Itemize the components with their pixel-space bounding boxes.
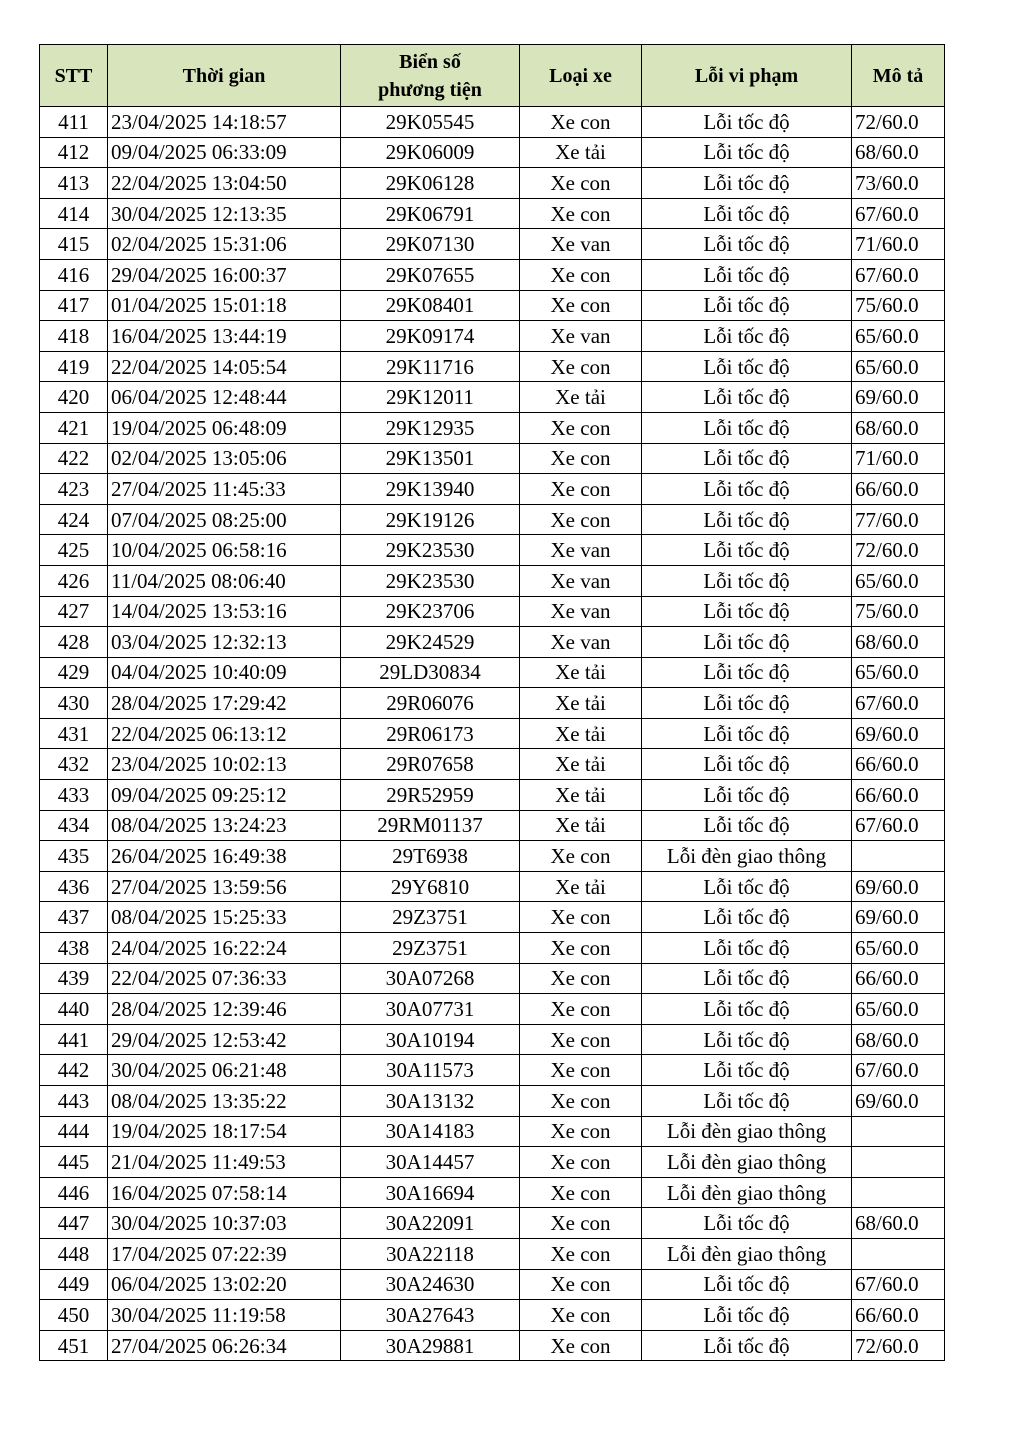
cell-description: 69/60.0 [852, 871, 945, 902]
cell-description: 68/60.0 [852, 137, 945, 168]
cell-description: 68/60.0 [852, 627, 945, 658]
cell-plate: 29Z3751 [341, 933, 520, 964]
cell-description: 75/60.0 [852, 290, 945, 321]
cell-vehicle-type: Xe con [520, 1024, 642, 1055]
cell-violation: Lỗi tốc độ [642, 443, 852, 474]
cell-vehicle-type: Xe con [520, 351, 642, 382]
cell-stt: 430 [40, 688, 108, 719]
cell-stt: 433 [40, 780, 108, 811]
cell-stt: 442 [40, 1055, 108, 1086]
cell-violation: Lỗi đèn giao thông [642, 1116, 852, 1147]
table-row [40, 1330, 945, 1361]
cell-stt: 427 [40, 596, 108, 627]
cell-plate: 29K09174 [341, 321, 520, 352]
cell-description: 66/60.0 [852, 1300, 945, 1331]
cell-plate: 29R52959 [341, 780, 520, 811]
table-row [40, 810, 945, 841]
cell-description [852, 1116, 945, 1147]
table-row [40, 137, 945, 168]
cell-description: 65/60.0 [852, 321, 945, 352]
cell-violation: Lỗi tốc độ [642, 198, 852, 229]
table-row [40, 871, 945, 902]
cell-description: 67/60.0 [852, 198, 945, 229]
cell-plate: 29K11716 [341, 351, 520, 382]
cell-plate: 29K06791 [341, 198, 520, 229]
table-row [40, 1177, 945, 1208]
cell-violation: Lỗi tốc độ [642, 963, 852, 994]
cell-vehicle-type: Xe con [520, 994, 642, 1025]
header-plate [341, 45, 520, 107]
table-row [40, 963, 945, 994]
cell-plate: 30A22091 [341, 1208, 520, 1239]
cell-time: 21/04/2025 11:49:53 [108, 1147, 341, 1178]
cell-plate: 29K24529 [341, 627, 520, 658]
table-row [40, 321, 945, 352]
cell-plate: 29K08401 [341, 290, 520, 321]
cell-violation: Lỗi tốc độ [642, 259, 852, 290]
cell-violation: Lỗi tốc độ [642, 1208, 852, 1239]
cell-violation: Lỗi tốc độ [642, 871, 852, 902]
cell-time: 22/04/2025 07:36:33 [108, 963, 341, 994]
cell-vehicle-type: Xe tải [520, 871, 642, 902]
cell-vehicle-type: Xe con [520, 933, 642, 964]
table-row [40, 443, 945, 474]
cell-description: 65/60.0 [852, 565, 945, 596]
cell-plate: 29K13501 [341, 443, 520, 474]
violations-table [39, 44, 945, 1361]
cell-time: 06/04/2025 12:48:44 [108, 382, 341, 413]
cell-vehicle-type: Xe tải [520, 718, 642, 749]
cell-violation: Lỗi tốc độ [642, 474, 852, 505]
cell-vehicle-type: Xe tải [520, 657, 642, 688]
table-row [40, 259, 945, 290]
cell-violation: Lỗi tốc độ [642, 137, 852, 168]
cell-plate: 29K07130 [341, 229, 520, 260]
cell-time: 17/04/2025 07:22:39 [108, 1238, 341, 1269]
cell-stt: 437 [40, 902, 108, 933]
cell-time: 27/04/2025 06:26:34 [108, 1330, 341, 1361]
cell-time: 30/04/2025 10:37:03 [108, 1208, 341, 1239]
cell-violation: Lỗi tốc độ [642, 596, 852, 627]
cell-time: 09/04/2025 09:25:12 [108, 780, 341, 811]
cell-vehicle-type: Xe con [520, 841, 642, 872]
cell-plate: 29RM01137 [341, 810, 520, 841]
cell-time: 26/04/2025 16:49:38 [108, 841, 341, 872]
cell-time: 30/04/2025 12:13:35 [108, 198, 341, 229]
cell-description: 71/60.0 [852, 443, 945, 474]
cell-vehicle-type: Xe con [520, 259, 642, 290]
cell-violation: Lỗi tốc độ [642, 504, 852, 535]
table-row [40, 1055, 945, 1086]
cell-violation: Lỗi tốc độ [642, 382, 852, 413]
cell-vehicle-type: Xe con [520, 902, 642, 933]
cell-description: 77/60.0 [852, 504, 945, 535]
cell-stt: 412 [40, 137, 108, 168]
cell-stt: 418 [40, 321, 108, 352]
cell-stt: 423 [40, 474, 108, 505]
cell-plate: 30A07268 [341, 963, 520, 994]
cell-plate: 29K12935 [341, 412, 520, 443]
cell-stt: 432 [40, 749, 108, 780]
cell-vehicle-type: Xe van [520, 535, 642, 566]
cell-vehicle-type: Xe con [520, 1269, 642, 1300]
cell-vehicle-type: Xe tải [520, 749, 642, 780]
table-row [40, 198, 945, 229]
table-row [40, 1147, 945, 1178]
cell-plate: 29K06128 [341, 168, 520, 199]
cell-stt: 419 [40, 351, 108, 382]
cell-vehicle-type: Xe tải [520, 810, 642, 841]
cell-description: 67/60.0 [852, 810, 945, 841]
cell-plate: 29T6938 [341, 841, 520, 872]
cell-vehicle-type: Xe con [520, 1116, 642, 1147]
cell-vehicle-type: Xe con [520, 443, 642, 474]
header-plate-line2: phương tiện [378, 78, 482, 101]
cell-violation: Lỗi tốc độ [642, 351, 852, 382]
cell-time: 10/04/2025 06:58:16 [108, 535, 341, 566]
cell-stt: 447 [40, 1208, 108, 1239]
cell-plate: 29K06009 [341, 137, 520, 168]
cell-stt: 415 [40, 229, 108, 260]
cell-violation: Lỗi tốc độ [642, 718, 852, 749]
cell-time: 09/04/2025 06:33:09 [108, 137, 341, 168]
cell-description: 71/60.0 [852, 229, 945, 260]
table-row [40, 1269, 945, 1300]
cell-time: 02/04/2025 15:31:06 [108, 229, 341, 260]
cell-stt: 411 [40, 107, 108, 138]
cell-stt: 413 [40, 168, 108, 199]
cell-description: 67/60.0 [852, 259, 945, 290]
cell-stt: 436 [40, 871, 108, 902]
cell-description [852, 1147, 945, 1178]
cell-description: 66/60.0 [852, 474, 945, 505]
header-violation: Lỗi vi phạm [642, 45, 852, 107]
cell-stt: 428 [40, 627, 108, 658]
cell-stt: 417 [40, 290, 108, 321]
cell-time: 28/04/2025 17:29:42 [108, 688, 341, 719]
cell-description: 67/60.0 [852, 1055, 945, 1086]
header-row [40, 45, 945, 107]
cell-stt: 426 [40, 565, 108, 596]
cell-vehicle-type: Xe con [520, 1055, 642, 1086]
header-vehicle-type: Loại xe [520, 45, 642, 107]
cell-plate: 29K23706 [341, 596, 520, 627]
cell-stt: 446 [40, 1177, 108, 1208]
cell-plate: 29K19126 [341, 504, 520, 535]
cell-stt: 450 [40, 1300, 108, 1331]
cell-plate: 29K23530 [341, 565, 520, 596]
table-row [40, 657, 945, 688]
cell-vehicle-type: Xe van [520, 627, 642, 658]
cell-vehicle-type: Xe con [520, 198, 642, 229]
cell-time: 22/04/2025 14:05:54 [108, 351, 341, 382]
cell-stt: 438 [40, 933, 108, 964]
cell-plate: 29K05545 [341, 107, 520, 138]
cell-time: 30/04/2025 06:21:48 [108, 1055, 341, 1086]
cell-plate: 29Z3751 [341, 902, 520, 933]
table-row [40, 933, 945, 964]
table-row [40, 688, 945, 719]
cell-vehicle-type: Xe con [520, 168, 642, 199]
cell-plate: 30A13132 [341, 1086, 520, 1117]
cell-violation: Lỗi tốc độ [642, 1269, 852, 1300]
table-row [40, 565, 945, 596]
cell-time: 28/04/2025 12:39:46 [108, 994, 341, 1025]
cell-violation: Lỗi tốc độ [642, 994, 852, 1025]
cell-time: 03/04/2025 12:32:13 [108, 627, 341, 658]
cell-vehicle-type: Xe con [520, 963, 642, 994]
cell-stt: 424 [40, 504, 108, 535]
cell-vehicle-type: Xe tải [520, 688, 642, 719]
cell-stt: 448 [40, 1238, 108, 1269]
cell-vehicle-type: Xe con [520, 107, 642, 138]
table-header [40, 45, 945, 107]
cell-violation: Lỗi tốc độ [642, 627, 852, 658]
cell-vehicle-type: Xe con [520, 1300, 642, 1331]
cell-plate: 30A24630 [341, 1269, 520, 1300]
table-row [40, 1024, 945, 1055]
cell-description: 68/60.0 [852, 1208, 945, 1239]
cell-violation: Lỗi tốc độ [642, 565, 852, 596]
table-row [40, 504, 945, 535]
cell-time: 11/04/2025 08:06:40 [108, 565, 341, 596]
cell-description [852, 1238, 945, 1269]
cell-vehicle-type: Xe van [520, 565, 642, 596]
cell-description: 72/60.0 [852, 1330, 945, 1361]
cell-vehicle-type: Xe con [520, 1330, 642, 1361]
cell-description: 68/60.0 [852, 412, 945, 443]
cell-description: 66/60.0 [852, 780, 945, 811]
table-row [40, 107, 945, 138]
cell-description: 69/60.0 [852, 718, 945, 749]
cell-description: 66/60.0 [852, 963, 945, 994]
table-row [40, 351, 945, 382]
cell-violation: Lỗi tốc độ [642, 1024, 852, 1055]
cell-time: 23/04/2025 14:18:57 [108, 107, 341, 138]
cell-stt: 441 [40, 1024, 108, 1055]
cell-time: 29/04/2025 12:53:42 [108, 1024, 341, 1055]
cell-violation: Lỗi đèn giao thông [642, 1177, 852, 1208]
cell-time: 24/04/2025 16:22:24 [108, 933, 341, 964]
cell-violation: Lỗi tốc độ [642, 657, 852, 688]
header-stt: STT [40, 45, 108, 107]
cell-violation: Lỗi đèn giao thông [642, 1238, 852, 1269]
table-row [40, 780, 945, 811]
cell-time: 22/04/2025 06:13:12 [108, 718, 341, 749]
cell-time: 30/04/2025 11:19:58 [108, 1300, 341, 1331]
cell-description: 68/60.0 [852, 1024, 945, 1055]
cell-plate: 30A22118 [341, 1238, 520, 1269]
table-row [40, 841, 945, 872]
cell-description: 66/60.0 [852, 749, 945, 780]
cell-description [852, 841, 945, 872]
cell-violation: Lỗi tốc độ [642, 535, 852, 566]
cell-plate: 29K07655 [341, 259, 520, 290]
cell-description: 75/60.0 [852, 596, 945, 627]
cell-time: 02/04/2025 13:05:06 [108, 443, 341, 474]
cell-stt: 414 [40, 198, 108, 229]
cell-plate: 30A07731 [341, 994, 520, 1025]
cell-stt: 416 [40, 259, 108, 290]
cell-stt: 422 [40, 443, 108, 474]
cell-stt: 443 [40, 1086, 108, 1117]
cell-vehicle-type: Xe con [520, 1208, 642, 1239]
cell-plate: 30A10194 [341, 1024, 520, 1055]
table-row [40, 1116, 945, 1147]
cell-description: 65/60.0 [852, 351, 945, 382]
cell-description: 72/60.0 [852, 107, 945, 138]
cell-plate: 29R07658 [341, 749, 520, 780]
cell-stt: 449 [40, 1269, 108, 1300]
cell-time: 27/04/2025 11:45:33 [108, 474, 341, 505]
cell-plate: 30A27643 [341, 1300, 520, 1331]
cell-vehicle-type: Xe con [520, 1086, 642, 1117]
table-row [40, 596, 945, 627]
cell-vehicle-type: Xe tải [520, 780, 642, 811]
cell-time: 07/04/2025 08:25:00 [108, 504, 341, 535]
cell-violation: Lỗi tốc độ [642, 412, 852, 443]
cell-violation: Lỗi tốc độ [642, 688, 852, 719]
table-row [40, 1238, 945, 1269]
cell-stt: 451 [40, 1330, 108, 1361]
cell-time: 06/04/2025 13:02:20 [108, 1269, 341, 1300]
cell-stt: 445 [40, 1147, 108, 1178]
cell-time: 08/04/2025 15:25:33 [108, 902, 341, 933]
cell-description: 65/60.0 [852, 933, 945, 964]
cell-time: 19/04/2025 06:48:09 [108, 412, 341, 443]
cell-time: 14/04/2025 13:53:16 [108, 596, 341, 627]
cell-plate: 30A11573 [341, 1055, 520, 1086]
table-row [40, 749, 945, 780]
cell-stt: 440 [40, 994, 108, 1025]
table-row [40, 1208, 945, 1239]
cell-plate: 29R06173 [341, 718, 520, 749]
table-row [40, 168, 945, 199]
cell-violation: Lỗi tốc độ [642, 810, 852, 841]
cell-time: 16/04/2025 07:58:14 [108, 1177, 341, 1208]
cell-plate: 29K12011 [341, 382, 520, 413]
table-row [40, 474, 945, 505]
cell-description: 67/60.0 [852, 688, 945, 719]
cell-violation: Lỗi tốc độ [642, 1300, 852, 1331]
cell-violation: Lỗi tốc độ [642, 902, 852, 933]
cell-time: 29/04/2025 16:00:37 [108, 259, 341, 290]
cell-description: 67/60.0 [852, 1269, 945, 1300]
table-body [40, 107, 945, 1361]
cell-stt: 431 [40, 718, 108, 749]
cell-time: 19/04/2025 18:17:54 [108, 1116, 341, 1147]
cell-vehicle-type: Xe con [520, 1177, 642, 1208]
table-row [40, 902, 945, 933]
table-row [40, 290, 945, 321]
cell-time: 22/04/2025 13:04:50 [108, 168, 341, 199]
cell-vehicle-type: Xe van [520, 596, 642, 627]
cell-plate: 30A16694 [341, 1177, 520, 1208]
cell-description [852, 1177, 945, 1208]
cell-description: 69/60.0 [852, 382, 945, 413]
table-row [40, 1300, 945, 1331]
cell-violation: Lỗi đèn giao thông [642, 841, 852, 872]
cell-violation: Lỗi tốc độ [642, 168, 852, 199]
table-row [40, 382, 945, 413]
cell-stt: 439 [40, 963, 108, 994]
cell-time: 23/04/2025 10:02:13 [108, 749, 341, 780]
cell-description: 69/60.0 [852, 1086, 945, 1117]
cell-time: 08/04/2025 13:35:22 [108, 1086, 341, 1117]
header-description: Mô tả [852, 45, 945, 107]
cell-plate: 30A14457 [341, 1147, 520, 1178]
cell-stt: 435 [40, 841, 108, 872]
cell-time: 27/04/2025 13:59:56 [108, 871, 341, 902]
cell-plate: 29K13940 [341, 474, 520, 505]
cell-stt: 421 [40, 412, 108, 443]
cell-violation: Lỗi tốc độ [642, 749, 852, 780]
cell-description: 65/60.0 [852, 994, 945, 1025]
cell-time: 16/04/2025 13:44:19 [108, 321, 341, 352]
table-row [40, 1086, 945, 1117]
cell-vehicle-type: Xe van [520, 229, 642, 260]
cell-plate: 29LD30834 [341, 657, 520, 688]
cell-vehicle-type: Xe con [520, 474, 642, 505]
cell-vehicle-type: Xe con [520, 1147, 642, 1178]
cell-violation: Lỗi tốc độ [642, 290, 852, 321]
cell-vehicle-type: Xe van [520, 321, 642, 352]
cell-stt: 420 [40, 382, 108, 413]
header-plate-line1: Biển số [399, 50, 461, 73]
cell-vehicle-type: Xe tải [520, 382, 642, 413]
cell-stt: 429 [40, 657, 108, 688]
cell-vehicle-type: Xe con [520, 412, 642, 443]
cell-plate: 29K23530 [341, 535, 520, 566]
table-row [40, 535, 945, 566]
cell-vehicle-type: Xe tải [520, 137, 642, 168]
table-row [40, 627, 945, 658]
cell-stt: 425 [40, 535, 108, 566]
cell-plate: 30A14183 [341, 1116, 520, 1147]
table-row [40, 412, 945, 443]
cell-plate: 29Y6810 [341, 871, 520, 902]
cell-vehicle-type: Xe con [520, 1238, 642, 1269]
cell-plate: 29R06076 [341, 688, 520, 719]
cell-violation: Lỗi tốc độ [642, 107, 852, 138]
cell-violation: Lỗi tốc độ [642, 1055, 852, 1086]
cell-vehicle-type: Xe con [520, 290, 642, 321]
table-row [40, 994, 945, 1025]
cell-violation: Lỗi tốc độ [642, 1330, 852, 1361]
cell-plate: 30A29881 [341, 1330, 520, 1361]
cell-description: 69/60.0 [852, 902, 945, 933]
cell-violation: Lỗi đèn giao thông [642, 1147, 852, 1178]
header-time: Thời gian [108, 45, 341, 107]
cell-violation: Lỗi tốc độ [642, 1086, 852, 1117]
cell-description: 72/60.0 [852, 535, 945, 566]
cell-time: 01/04/2025 15:01:18 [108, 290, 341, 321]
cell-description: 73/60.0 [852, 168, 945, 199]
cell-vehicle-type: Xe con [520, 504, 642, 535]
cell-violation: Lỗi tốc độ [642, 780, 852, 811]
cell-stt: 444 [40, 1116, 108, 1147]
cell-description: 65/60.0 [852, 657, 945, 688]
table-row [40, 718, 945, 749]
cell-violation: Lỗi tốc độ [642, 229, 852, 260]
cell-stt: 434 [40, 810, 108, 841]
cell-time: 04/04/2025 10:40:09 [108, 657, 341, 688]
cell-violation: Lỗi tốc độ [642, 321, 852, 352]
cell-time: 08/04/2025 13:24:23 [108, 810, 341, 841]
table-row [40, 229, 945, 260]
cell-violation: Lỗi tốc độ [642, 933, 852, 964]
